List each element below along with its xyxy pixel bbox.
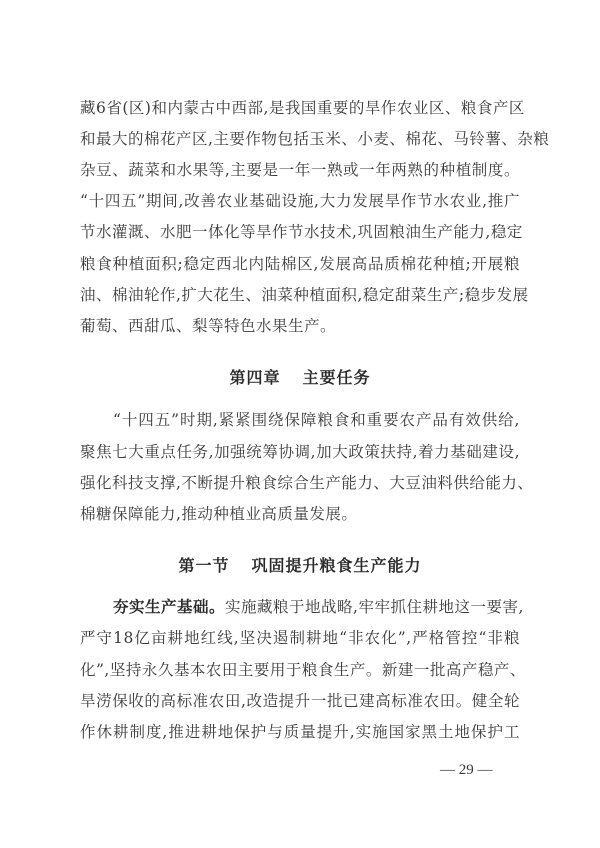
text-line: “十四五”时期,紧紧围绕保障粮食和重要农产品有效供给, xyxy=(113,411,520,429)
text-line xyxy=(113,596,524,618)
chapter-title: 主要任务 xyxy=(302,368,371,387)
text-line: 和最大的棉花产区,主要作物包括玉米、小麦、棉花、马铃薯、杂粮 xyxy=(80,130,550,148)
chapter-number: 第四章 xyxy=(229,368,281,387)
section-title: 巩固提升粮食生产能力 xyxy=(251,556,422,575)
section-number: 第一节 xyxy=(178,556,230,575)
text-line: 杂豆、蔬菜和水果等,主要是一年一熟或一年两熟的种植制度。 xyxy=(80,161,520,179)
chapter-heading xyxy=(0,367,600,389)
text-line: 化”,坚持永久基本农田主要用于粮食生产。新建一批高产稳产、 xyxy=(80,661,526,679)
paragraph-lead: 夯实生产基础。 xyxy=(113,598,226,616)
text-line: 藏6省(区)和内蒙古中西部,是我国重要的旱作农业区、粮食产区 xyxy=(80,99,525,117)
paragraph-lead-rest: 实施藏粮于地战略,牢牢抓住耕地这一要害, xyxy=(225,598,524,616)
text-line: 强化科技支撑,不断提升粮食综合生产能力、大豆油料供给能力、 xyxy=(80,474,534,492)
text-line: 节水灌溉、水肥一体化等旱作节水技术,巩固粮油生产能力,稳定 xyxy=(80,223,523,241)
text-line: 棉糖保障能力,推动种植业高质量发展。 xyxy=(80,505,358,523)
text-line: 旱涝保收的高标准农田,改造提升一批已建高标准农田。健全轮 xyxy=(80,692,520,710)
text-line: 葡萄、西甜瓜、梨等特色水果生产。 xyxy=(80,317,337,335)
text-line: 聚焦七大重点任务,加强统筹协调,加大政策扶持,着力基础建设, xyxy=(80,443,520,461)
section-heading xyxy=(0,555,600,577)
text-line: 严守18亿亩耕地红线,坚决遏制耕地“非农化”,严格管控“非粮 xyxy=(80,629,520,647)
text-line: 油、棉油轮作,扩大花生、油菜种植面积,稳定甜菜生产;稳步发展 xyxy=(80,286,529,304)
text-line: “十四五”期间,改善农业基础设施,大力发展旱作节水农业,推广 xyxy=(80,192,520,210)
text-line: 粮食种植面积;稳定西北内陆棉区,发展高品质棉花种植;开展粮 xyxy=(80,255,520,273)
page-number: — 29 — xyxy=(440,762,493,778)
text-line: 作休耕制度,推进耕地保护与质量提升,实施国家黑土地保护工 xyxy=(80,723,520,741)
